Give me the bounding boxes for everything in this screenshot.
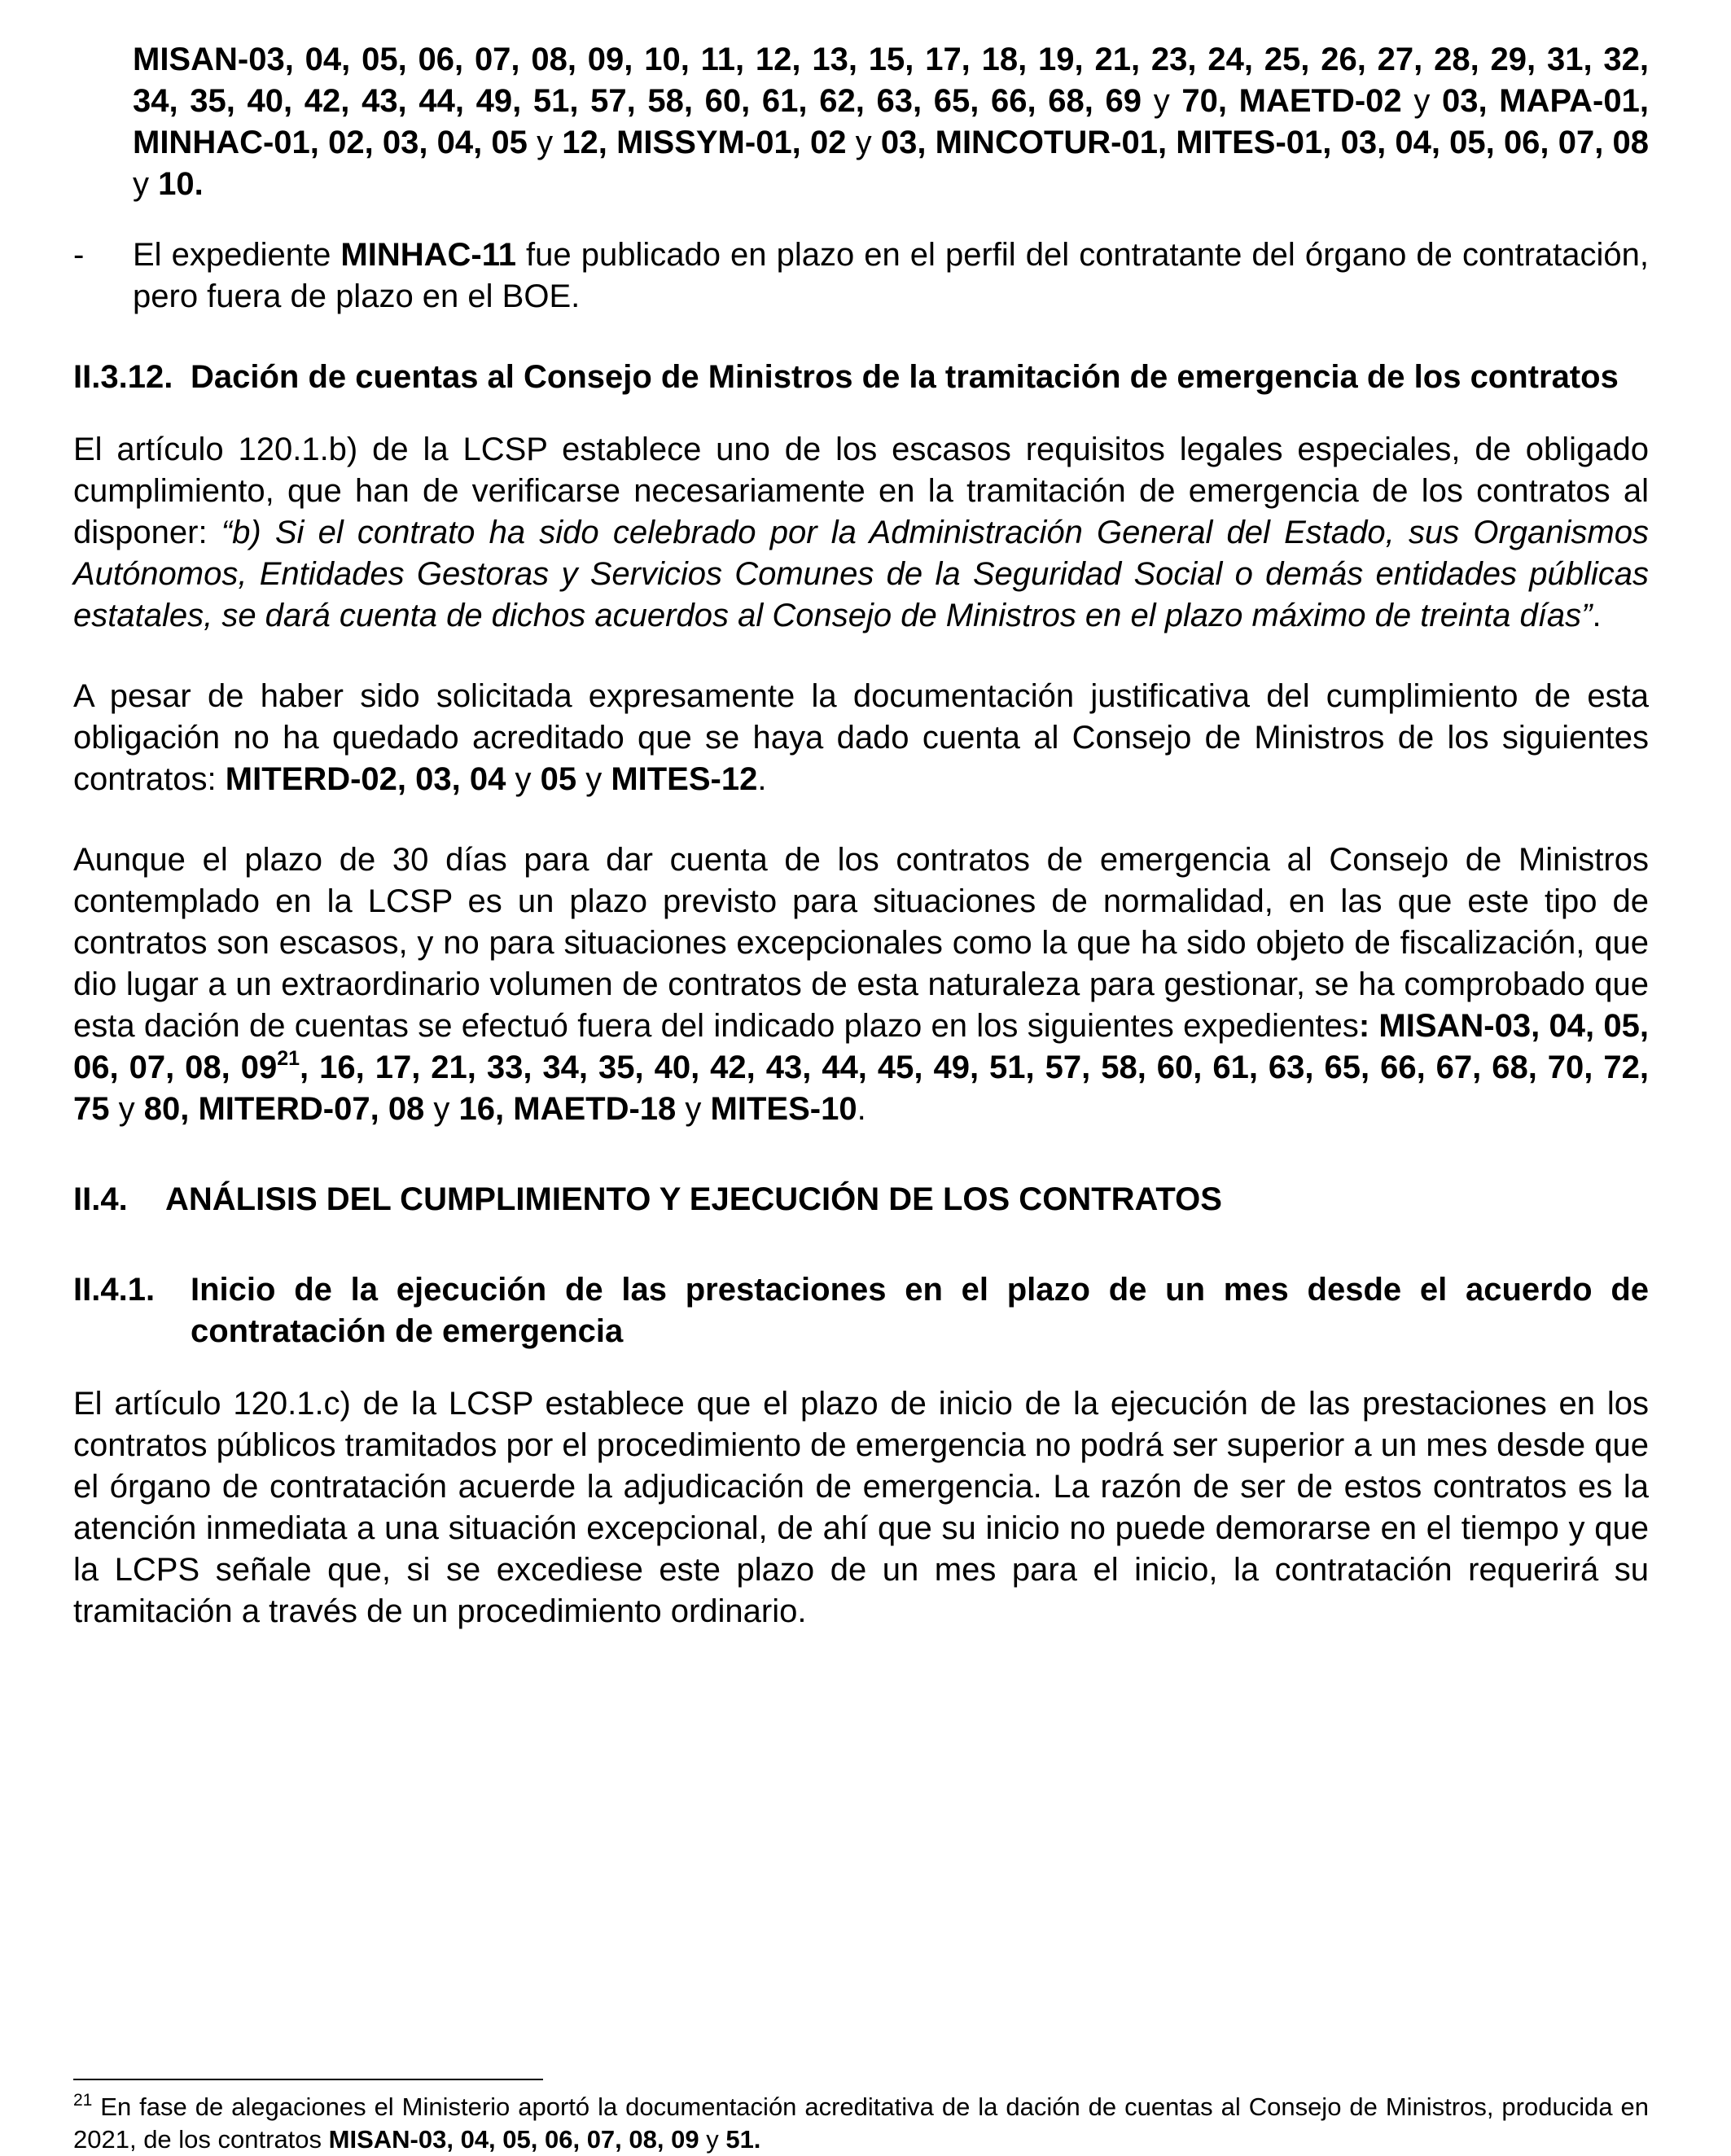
heading-ii-4 <box>73 1179 1649 1220</box>
list-bold: 03, MAPA-01, MINHAC-01, 02, 03, 04, 05 <box>133 83 1649 160</box>
paragraph-bold: , 16, 17, 21, 33, 34, 35, 40, 42, 43, 44, 45, 49, 51, 57, 58, 60, 61, 63, 65, 66, 67, 68, 70, 72, 75 <box>73 1050 1649 1127</box>
paragraph-text: . <box>757 761 767 797</box>
heading-title: Dación de cuentas al Consejo de Ministros de la tramitación de emergencia de los contratos <box>191 359 1619 395</box>
footnote-bold: 51. <box>725 2125 761 2154</box>
footnote-separator <box>73 2079 543 2080</box>
paragraph-bold: MITES-10 <box>710 1091 857 1127</box>
list-bold: 03, MINCOTUR-01, MITES-01, 03, 04, 05, 06, 07, 08 <box>880 125 1650 160</box>
footnote-reference[interactable]: 21 <box>277 1047 300 1070</box>
legal-quote: “b) Si el contrato ha sido celebrado por la Administración General del Estado, sus Organismos Autónomos, Entidades Gestoras y Servicios Comunes de la Seguridad Social o demás entidades públicas estatales, se dará cuenta de dichos acuerdos al Consejo de Ministros en el plazo máximo de treinta días” <box>73 515 1649 633</box>
list-bold: 70, MAETD-02 <box>1181 83 1402 119</box>
heading-ii-3-12 <box>73 357 1649 398</box>
list-conj: y <box>527 125 563 160</box>
paragraph-conj: y <box>576 761 611 797</box>
heading-ii-4-1 <box>73 1269 1649 1352</box>
paragraph-conj: y <box>109 1091 144 1127</box>
footnote-text: En fase de alegaciones el Ministerio aportó la documentación acreditativa de la dación de cuentas al Consejo de Ministros, producida en 2021, de los contratos <box>73 2092 1649 2154</box>
document-page <box>73 39 1649 1632</box>
heading-number: II.3.12. <box>73 359 173 395</box>
paragraph-plazo-30-dias <box>73 839 1649 1130</box>
list-conj: y <box>133 166 159 202</box>
bullet-text: fue publicado en plazo en el perfil del contratante del órgano de contratación, pero fuera de plazo en el BOE. <box>133 237 1649 314</box>
paragraph-bold: 05 <box>540 761 577 797</box>
footnote-mark: 21 <box>73 2091 93 2110</box>
list-bold: MISAN-03, 04, 05, 06, 07, 08, 09, 10, 11, 12, 13, 15, 17, 18, 19, 21, 23, 24, 25, 26, 27, 28, 29, 31, 32, 34, 35, 40, 42, 43, 44, 49, 51, 57, 58, 60, 61, 62, 63, 65, 66, 68, 69 <box>133 42 1649 119</box>
paragraph-text: . <box>1592 598 1602 633</box>
list-conj: y <box>1142 83 1182 119</box>
heading-title: Inicio de la ejecución de las prestaciones en el plazo de un mes desde el acuerdo de contratación de emergencia <box>191 1272 1649 1349</box>
paragraph-text: A pesar de haber sido solicitada expresamente la documentación justificativa del cumplimiento de esta obligación no ha quedado acreditado que se haya dado cuenta al Consejo de Ministros de los siguientes contratos: <box>73 678 1649 797</box>
paragraph-documentacion <box>73 676 1649 800</box>
paragraph-bold: : MISAN-03, 04, 05, 06, 07, 08, 09 <box>73 1008 1649 1085</box>
paragraph-text: El artículo 120.1.b) de la LCSP establece uno de los escasos requisitos legales especiales, de obligado cumplimiento, que han de verificarse necesariamente en la tramitación de emergencia de los contratos al disponer: <box>73 432 1649 550</box>
paragraph-bold: 16, MAETD-18 <box>458 1091 677 1127</box>
paragraph-bold: 80, MITERD-07, 08 <box>143 1091 425 1127</box>
paragraph-articulo-120-1-c: El artículo 120.1.c) de la LCSP establece que el plazo de inicio de la ejecución de las prestaciones en los contratos públicos tramitados por el procedimiento de emergencia no podrá ser superior a un mes desde que el órgano de contratación acuerde la adjudicación de emergencia. La razón de ser de estos contratos es la atención inmediata a una situación excepcional, de ahí que su inicio no puede demorarse en el tiempo y que la LCPS señale que, si se excediese este plazo de un mes para el inicio, la contratación requerirá su tramitación a través de un procedimiento ordinario. <box>73 1386 1649 1629</box>
paragraph-bold: MITES-12 <box>611 761 758 797</box>
list-conj: y <box>1401 83 1442 119</box>
list-bold: 12, MISSYM-01, 02 <box>562 125 847 160</box>
list-bold: 10. <box>158 166 204 202</box>
expedientes-list <box>73 39 1649 205</box>
paragraph-conj: y <box>676 1091 711 1127</box>
bullet-bold: MINHAC-11 <box>340 237 516 273</box>
paragraph-articulo-120-1-b <box>73 429 1649 637</box>
list-conj: y <box>846 125 881 160</box>
heading-title: ANÁLISIS DEL CUMPLIMIENTO Y EJECUCIÓN DE LOS CONTRATOS <box>165 1181 1222 1217</box>
footnote-21 <box>73 2091 1649 2156</box>
bullet-text: El expediente <box>133 237 341 273</box>
bullet-minhac <box>73 234 1649 318</box>
heading-number: II.4. <box>73 1181 128 1217</box>
heading-number: II.4.1. <box>73 1272 156 1308</box>
footnote-bold: MISAN-03, 04, 05, 06, 07, 08, 09 <box>328 2125 699 2154</box>
footnote-conj: y <box>699 2125 726 2154</box>
bullet-dash: - <box>73 237 85 273</box>
paragraph-bold: MITERD-02, 03, 04 <box>225 761 506 797</box>
paragraph-conj: y <box>506 761 541 797</box>
paragraph-conj: y <box>424 1091 459 1127</box>
paragraph-text: . <box>857 1091 866 1127</box>
paragraph-text: Aunque el plazo de 30 días para dar cuenta de los contratos de emergencia al Consejo de Ministros contemplado en la LCSP es un plazo previsto para situaciones de normalidad, en las que este tipo de contratos son escasos, y no para situaciones excepcionales como la que ha sido objeto de fiscalización, que dio lugar a un extraordinario volumen de contratos de esta naturaleza para gestionar, se ha comprobado que esta dación de cuentas se efectuó fuera del indicado plazo en los siguientes expedientes <box>73 842 1649 1044</box>
